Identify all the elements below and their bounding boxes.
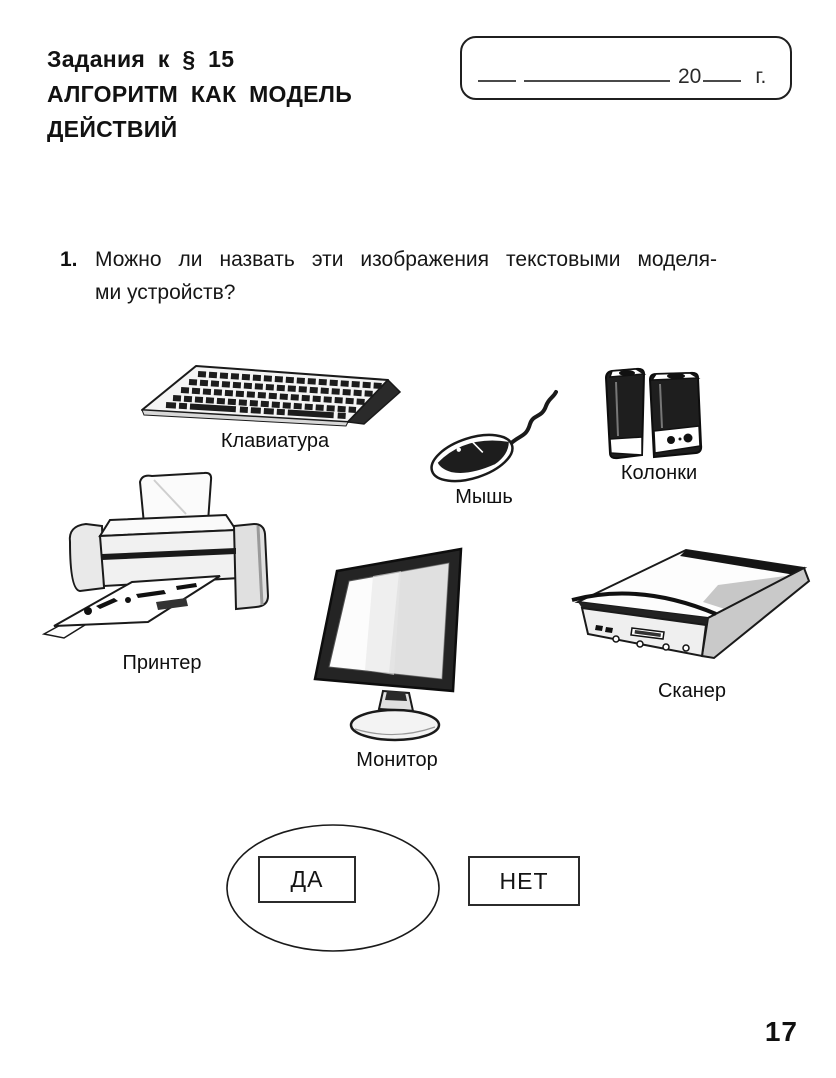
header-line-1: Задания к § 15: [47, 46, 235, 72]
scanner-icon: [568, 540, 816, 678]
figure-printer: [36, 470, 288, 675]
device-label: Клавиатура: [220, 430, 330, 452]
figure-keyboard: [136, 354, 414, 453]
page-number: 17: [764, 1016, 798, 1047]
date-year-blank[interactable]: [703, 78, 741, 82]
answer-yes-box[interactable]: ДА: [258, 856, 356, 903]
monitor-icon: [303, 543, 491, 747]
figure-mouse: [410, 386, 558, 509]
header-line-3: ДЕЙСТВИЙ: [47, 116, 178, 142]
date-month-blank[interactable]: [524, 78, 670, 82]
device-label: Колонки: [620, 462, 698, 484]
date-year-suffix: г.: [755, 65, 767, 88]
answer-no-box[interactable]: НЕТ: [468, 856, 580, 906]
date-day-blank[interactable]: [478, 78, 516, 82]
device-label: Сканер: [657, 680, 727, 702]
question-text: [95, 243, 717, 309]
question-line-1: Можно ли назвать эти изображения текстовыми моделя-: [95, 248, 717, 271]
question-number: 1.: [60, 248, 78, 271]
device-label: Мышь: [455, 486, 513, 508]
page-title: [47, 42, 352, 147]
date-fill-in-box: [460, 36, 792, 100]
header-line-2: АЛГОРИТМ КАК МОДЕЛЬ: [47, 81, 353, 107]
question-line-2: ми устройств?: [95, 281, 236, 304]
speakers-icon: [584, 354, 734, 460]
date-year-prefix: 20: [678, 65, 702, 88]
figure-speakers: [584, 354, 734, 485]
device-label: Монитор: [356, 749, 438, 771]
printer-icon: [36, 470, 288, 650]
figure-scanner: [568, 540, 816, 703]
figure-monitor: [303, 543, 491, 772]
device-label: Принтер: [122, 652, 202, 674]
keyboard-icon: [136, 354, 414, 428]
mouse-icon: [410, 386, 558, 484]
